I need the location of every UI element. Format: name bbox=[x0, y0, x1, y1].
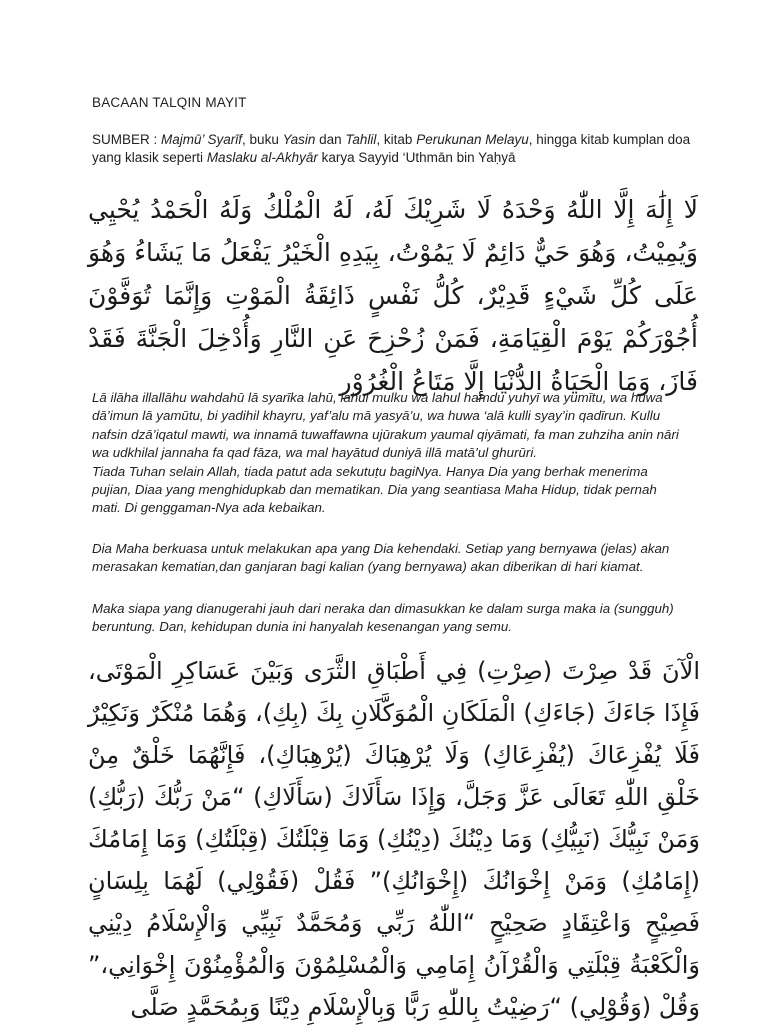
translation-paragraph-3: Maka siapa yang dianugerahi jauh dari neraka dan dimasukkan ke dalam surga maka ia (sungguh) beruntung. Dan, kehidupan dunia ini hanyalah kesenangan yang semu. bbox=[92, 601, 674, 635]
source-sep-1: , buku bbox=[242, 132, 283, 147]
source-line bbox=[92, 131, 692, 167]
transliteration-paragraph: Lā ilāha illallāhu wahdahū lā syarīka lahū, lahul mulku wa lahul hamdu yuhyī wa yumītu, wa huwa dā’imun lā yamūtu, bi yadihil khayru, yaf’alu mā yasyā’u, wa huwa ‘alā kulli syay’in qadīrun. Kullu nafsin dzā’iqatul mawti, wa innamā tuwaffawna ujūrakum yaumal qiyāmati, fa man zuhziha anin nāri wa udkhilal jannaha fa qad fāza, wa mal hayātud duniyā illā matā’ul ghurūri. bbox=[92, 390, 679, 461]
source-work-perukunan-melayu: Perukunan Melayu bbox=[416, 132, 529, 147]
source-sep-3: , kitab bbox=[376, 132, 417, 147]
source-prefix: SUMBER : bbox=[92, 132, 162, 147]
document-title: BACAAN TALQIN MAYIT bbox=[92, 95, 247, 110]
arabic-talqin-text: الْآنَ قَدْ صِرْتَ (صِرْتِ) فِي أَطْبَاقِ الثَّرَى وَبَيْنَ عَسَاكِرِ الْمَوْتَى، فَإِذَا جَاءَكَ (جَاءَكِ) الْمَلَكَانِ الْمُوَكَّلَانِ بِكَ (بِكِ)، وَهُمَا مُنْكَرٌ وَنَكِيْرٌ فَلَا يُفْزِعَاكَ (يُفْزِعَاكِ) وَلَا يُرْهِبَاكَ (يُرْهِبَاكِ)، فَإِنَّهُمَا خَلْقٌ مِنْ خَلْقِ اللّٰهِ تَعَالَى عَزَّ وَجَلَّ، وَإِذَا سَأَلَاكَ (سَأَلَاكِ) “مَنْ رَبُّكَ (رَبُّكِ) وَمَنْ نَبِيُّكَ (نَبِيُّكِ) وَمَا دِيْنُكَ (دِيْنُكِ) وَمَا قِبْلَتُكَ (قِبْلَتُكِ) وَمَا إِمَامُكَ (إِمَامُكِ) وَمَنْ إِخْوَانُكَ (إِخْوَانُكِ)” فَقُلْ (فَقُوْلِي) لَهُمَا بِلِسَانٍ فَصِيْحٍ وَاعْتِقَادٍ صَحِيْحٍ “اللّٰهُ رَبِّي وَمُحَمَّدٌ نَبِيِّي وَالْإِسْلَامُ دِيْنِي وَالْكَعْبَةُ قِبْلَتِي وَالْقُرْآنُ إِمَامِي وَالْمُسْلِمُوْنَ وَالْمُؤْمِنُوْنَ إِخْوَانِي،” وَقُلْ (وَقُوْلِي) “رَضِيْتُ بِاللّٰهِ رَبًّا وَبِالْإِسْلَامِ دِيْنًا وَبِمُحَمَّدٍ صَلَّى bbox=[88, 657, 700, 1021]
source-work-majmu-syarif: Majmū’ Syarīf bbox=[161, 132, 243, 147]
source-sep-5: karya Sayyid ‘Uthmān bin Yaḥyā bbox=[317, 150, 516, 165]
source-work-yasin: Yasin bbox=[282, 132, 316, 147]
translation-paragraph-1: Tiada Tuhan selain Allah, tiada patut ada sekutuṭu bagiNya. Hanya Dia yang berhak menerima pujian, Diaa yang menghidupkab dan mematikan. Dia yang seantiasa Maha Hidup, tidak pernah mati. Di genggaman-Nya ada kebaikan. bbox=[92, 463, 657, 516]
arabic-tahlil-text: لَا إِلَٰهَ إِلَّا اللّٰهُ وَحْدَهُ لَا شَرِيْكَ لَهُ، لَهُ الْمُلْكُ وَلَهُ الْحَمْدُ يُحْيِي وَيُمِيْتُ، وَهُوَ حَيٌّ دَائِمٌ لَا يَمُوْتُ، بِيَدِهِ الْخَيْرُ يَفْعَلُ مَا يَشَاءُ وَهُوَ عَلَى كُلِّ شَيْءٍ قَدِيْرٌ، كُلُّ نَفْسٍ ذَائِقَةُ الْمَوْتِ وَإِنَّمَا تُوَفَّوْنَ أُجُوْرَكُمْ يَوْمَ الْقِيَامَةِ، فَمَنْ زُحْزِحَ عَنِ النَّارِ وَأُدْخِلَ الْجَنَّةَ فَقَدْ فَازَ، وَمَا الْحَيَاةُ الدُّنْيَا إِلَّا مَتَاعُ الْغُرُوْرِ bbox=[88, 195, 698, 396]
source-sep-4: , hingga kitab kumplan doa yang klasik seperti bbox=[92, 132, 691, 165]
translation-paragraph-2: Dia Maha berkuasa untuk melakukan apa yang Dia kehendaki. Setiap yang bernyawa (jelas) akan merasakan kematian,dan ganjaran bagi kalian (yang bernyawa) akan diberikan di hari kiamat. bbox=[92, 541, 670, 575]
source-work-maslaku-al-akhyar: Maslaku al-Akhyār bbox=[206, 150, 318, 165]
source-sep-2: dan bbox=[315, 132, 346, 147]
transliteration-and-translation bbox=[92, 389, 688, 518]
source-work-tahlil: Tahlil bbox=[345, 132, 377, 147]
